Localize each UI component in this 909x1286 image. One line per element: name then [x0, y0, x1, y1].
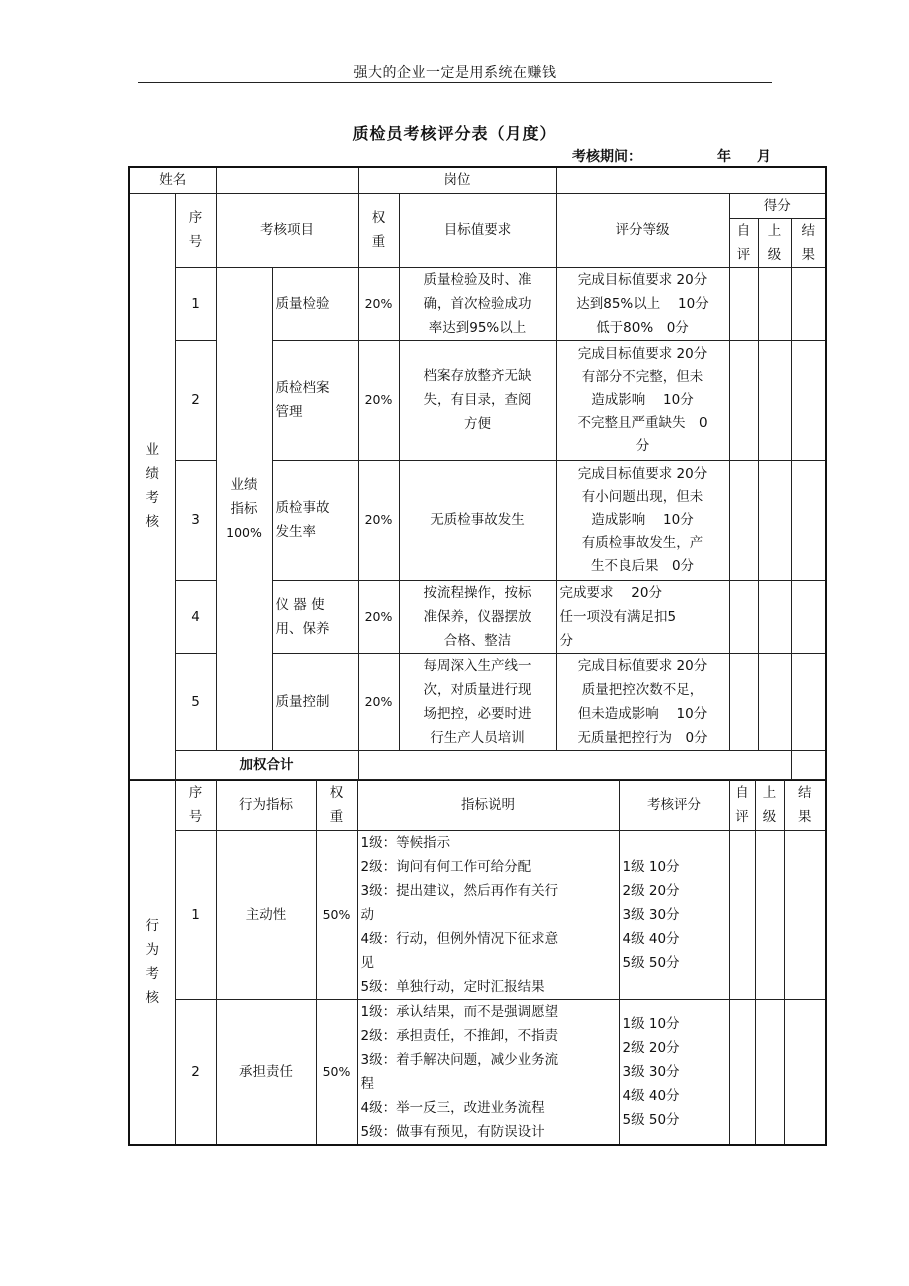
weighted-total-value-cell[interactable] — [358, 750, 791, 780]
item-header: 考核项目 — [216, 193, 358, 267]
row-desc: 1级：承认结果，而不是强调愿望 2级：承担责任，不推卸，不指责 3级：着手解决问题，减少业务流 程 4级：举一反三，改进业务流程 5级：做事有预见，有防误设计 — [357, 1000, 619, 1146]
indicator-label: 业绩 指标 100% — [216, 267, 272, 750]
score-header: 得分 — [729, 193, 826, 218]
superior-eval-cell[interactable] — [755, 1000, 784, 1146]
weight-header: 权 重 — [316, 780, 357, 831]
result-cell[interactable] — [791, 653, 826, 750]
superior-eval-cell[interactable] — [758, 653, 791, 750]
row-seq: 1 — [175, 831, 216, 1000]
result-cell[interactable] — [791, 267, 826, 340]
seq-header: 序 号 — [175, 780, 216, 831]
period-year-label: 年 — [717, 149, 731, 165]
row-weight: 20% — [358, 340, 399, 460]
self-eval-cell[interactable] — [729, 340, 758, 460]
page-header-slogan: 强大的企业一定是用系统在赚钱 — [353, 65, 557, 81]
self-eval-cell[interactable] — [729, 460, 758, 580]
row-seq: 3 — [175, 460, 216, 580]
self-eval-cell[interactable] — [729, 653, 758, 750]
name-value-cell[interactable] — [216, 167, 358, 193]
self-eval-cell[interactable] — [729, 831, 755, 1000]
row-weight: 50% — [316, 831, 357, 1000]
row-grade: 完成目标值要求 20分 质量把控次数不足， 但未造成影响 10分 无质量把控行为 0分 — [556, 653, 729, 750]
post-value-cell[interactable] — [556, 167, 826, 193]
row-target: 按流程操作，按标 准保养，仪器摆放 合格、整洁 — [399, 580, 556, 653]
superior-eval-cell[interactable] — [758, 460, 791, 580]
document-title: 质检员考核评分表（月度） — [352, 124, 557, 143]
behavior-indicator-header: 行为指标 — [216, 780, 316, 831]
target-header: 目标值要求 — [399, 193, 556, 267]
result-cell[interactable] — [791, 580, 826, 653]
performance-section-label: 业 绩 考 核 — [129, 193, 175, 780]
row-seq: 5 — [175, 653, 216, 750]
weight-header: 权 重 — [358, 193, 399, 267]
superior-eval-header: 上 级 — [758, 218, 791, 267]
superior-eval-cell[interactable] — [758, 580, 791, 653]
behavior-assessment-table — [128, 779, 827, 1146]
row-weight: 20% — [358, 460, 399, 580]
row-item: 质量检验 — [272, 267, 358, 340]
row-grade: 完成要求 20分 任一项没有满足扣5 分 — [556, 580, 729, 653]
header-rule — [138, 82, 772, 83]
row-weight: 20% — [358, 580, 399, 653]
row-item: 质检事故 发生率 — [272, 460, 358, 580]
row-score: 1级 10分 2级 20分 3级 30分 4级 40分 5级 50分 — [619, 831, 729, 1000]
row-target: 无质检事故发生 — [399, 460, 556, 580]
row-grade: 完成目标值要求 20分 有部分不完整，但未 造成影响 10分 不完整且严重缺失 0 分 — [556, 340, 729, 460]
superior-eval-cell[interactable] — [758, 340, 791, 460]
row-desc: 1级：等候指示 2级：询问有何工作可给分配 3级：提出建议，然后再作有关行 动 4级：行动，但例外情况下征求意 见 5级：单独行动，定时汇报结果 — [357, 831, 619, 1000]
name-label: 姓名 — [129, 167, 216, 193]
self-eval-header: 自 评 — [729, 780, 755, 831]
row-seq: 2 — [175, 340, 216, 460]
row-item: 质量控制 — [272, 653, 358, 750]
row-grade: 完成目标值要求 20分 达到85%以上 10分 低于80% 0分 — [556, 267, 729, 340]
result-cell[interactable] — [784, 831, 826, 1000]
row-weight: 50% — [316, 1000, 357, 1146]
period-month-label: 月 — [757, 149, 771, 165]
result-cell[interactable] — [784, 1000, 826, 1146]
self-eval-cell[interactable] — [729, 1000, 755, 1146]
row-weight: 20% — [358, 267, 399, 340]
result-header: 结 果 — [791, 218, 826, 267]
row-seq: 2 — [175, 1000, 216, 1146]
assessment-score-header: 考核评分 — [619, 780, 729, 831]
row-seq: 4 — [175, 580, 216, 653]
row-grade: 完成目标值要求 20分 有小问题出现，但未 造成影响 10分 有质检事故发生，产 生不良后果 0分 — [556, 460, 729, 580]
grade-header: 评分等级 — [556, 193, 729, 267]
superior-eval-cell[interactable] — [758, 267, 791, 340]
row-target: 每周深入生产线一 次，对质量进行现 场把控，必要时进 行生产人员培训 — [399, 653, 556, 750]
result-cell[interactable] — [791, 460, 826, 580]
weighted-total-label: 加权合计 — [175, 750, 358, 780]
result-header: 结 果 — [784, 780, 826, 831]
row-item: 质检档案 管理 — [272, 340, 358, 460]
table-row — [129, 831, 826, 1000]
period-label: 考核期间： — [572, 149, 642, 165]
indicator-desc-header: 指标说明 — [357, 780, 619, 831]
row-target: 档案存放整齐无缺 失，有目录，查阅 方便 — [399, 340, 556, 460]
row-indicator: 主动性 — [216, 831, 316, 1000]
result-cell[interactable] — [791, 340, 826, 460]
behavior-section-label: 行 为 考 核 — [129, 780, 175, 1146]
table-row — [129, 267, 826, 340]
weighted-total-row — [129, 750, 826, 780]
self-eval-header: 自 评 — [729, 218, 758, 267]
table-row — [129, 1000, 826, 1146]
row-seq: 1 — [175, 267, 216, 340]
row-target: 质量检验及时、准 确，首次检验成功 率达到95%以上 — [399, 267, 556, 340]
self-eval-cell[interactable] — [729, 580, 758, 653]
row-weight: 20% — [358, 653, 399, 750]
seq-header: 序 号 — [175, 193, 216, 267]
row-item: 仪 器 使 用、保养 — [272, 580, 358, 653]
post-label: 岗位 — [358, 167, 556, 193]
row-indicator: 承担责任 — [216, 1000, 316, 1146]
row-score: 1级 10分 2级 20分 3级 30分 4级 40分 5级 50分 — [619, 1000, 729, 1146]
performance-assessment-table — [128, 166, 827, 781]
self-eval-cell[interactable] — [729, 267, 758, 340]
superior-eval-cell[interactable] — [755, 831, 784, 1000]
superior-eval-header: 上 级 — [755, 780, 784, 831]
